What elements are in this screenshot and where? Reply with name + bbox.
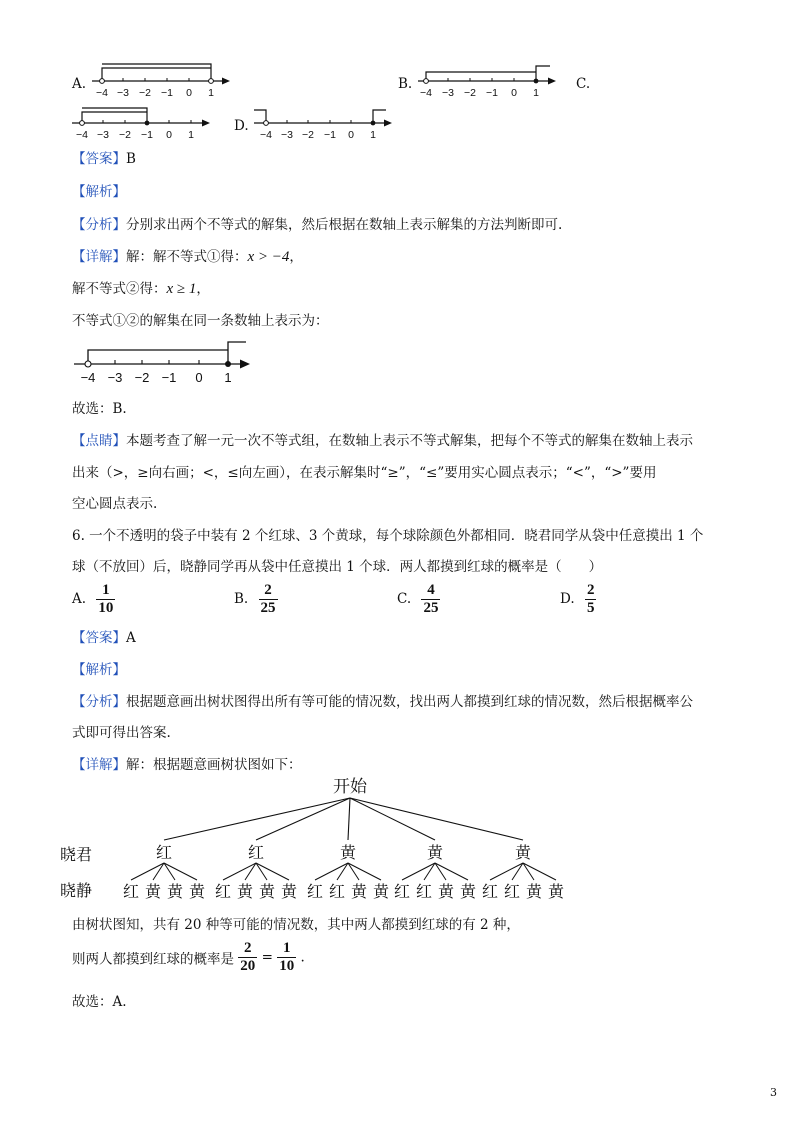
tree-second-draw: 黄 <box>350 882 368 901</box>
tree-first-draw: 黄 <box>339 843 357 862</box>
q6-detail: 【详解】解：根据题意画树状图如下： <box>72 757 302 773</box>
q6-option-b: B. $\frac{2}{25}$ <box>234 582 276 616</box>
q6-conclusion1: 由树状图知，共有 20 种等可能的情况数，其中两人都摸到红球的有 2 种， <box>72 917 520 933</box>
tick-label: −3 <box>107 370 123 385</box>
q6-answer: 【答案】A <box>72 630 136 646</box>
tick-label: 1 <box>224 370 232 385</box>
tick-label: −2 <box>139 87 151 99</box>
tick-label: 0 <box>195 370 203 385</box>
q6-analysis-tag: 【解析】 <box>72 662 126 678</box>
tick-label: −1 <box>161 87 173 99</box>
tree-second-draw: 红 <box>306 882 324 901</box>
q5-analysis-tag: 【解析】 <box>72 184 126 200</box>
tree-first-draw: 红 <box>155 843 173 862</box>
tick-label: −3 <box>97 129 109 141</box>
tick-label: −2 <box>464 87 476 99</box>
tick-label: 1 <box>208 87 214 99</box>
tree-second-draw: 红 <box>415 882 433 901</box>
q6-conclusion2: 则两人都摸到红球的概率是 $\frac{2}{20}$ = $\frac{1}{10}$ . <box>72 940 305 974</box>
tree-first-draw: 黄 <box>426 843 444 862</box>
tick-label: −1 <box>324 129 336 141</box>
q5-choose: 故选：B. <box>72 401 127 417</box>
tree-diagram <box>60 770 580 910</box>
tick-label: −3 <box>281 129 293 141</box>
tree-second-draw: 红 <box>393 882 411 901</box>
tree-second-draw: 黄 <box>280 882 298 901</box>
tree-root: 开始 <box>333 777 367 797</box>
tick-label: −4 <box>80 370 96 385</box>
page-number: 3 <box>770 1086 777 1099</box>
q5-dianjing-line1: 【点睛】本题考查了解一元一次不等式组，在数轴上表示不等式解集，把每个不等式的解集在数轴上表示 <box>72 433 693 449</box>
q6-option-a: A. $\frac{1}{10}$ <box>72 582 114 616</box>
option-d-label: D. <box>234 118 249 134</box>
tick-label: −1 <box>161 370 177 385</box>
tick-label: 0 <box>186 87 192 99</box>
tick-label: 0 <box>348 129 354 141</box>
number-line-option-c <box>68 104 214 144</box>
q6-fenxi-line2: 式即可得出答案. <box>72 725 171 741</box>
option-c-label: C. <box>576 76 591 92</box>
tree-second-draw: 黄 <box>144 882 162 901</box>
q5-dianjing-line3: 空心圆点表示. <box>72 496 158 512</box>
tree-second-draw: 黄 <box>437 882 455 901</box>
tick-label: 1 <box>188 129 194 141</box>
number-line-option-b <box>414 62 560 102</box>
q5-detail-line3: 不等式①②的解集在同一条数轴上表示为： <box>72 313 329 329</box>
number-line-option-a <box>88 62 234 102</box>
tree-first-draw: 红 <box>247 843 265 862</box>
tree-second-draw: 红 <box>481 882 499 901</box>
tree-second-draw: 红 <box>328 882 346 901</box>
q6-choose: 故选：A. <box>72 994 127 1010</box>
tree-row1-label: 晓君 <box>60 845 93 864</box>
option-a-label: A. <box>72 76 87 92</box>
q5-dianjing-line2: 出来（>，≥向右画；<，≤向左画），在表示解集时“≥”，“≤”要用实心圆点表示；“<”，“>”要用 <box>72 465 657 481</box>
tick-label: −2 <box>134 370 150 385</box>
tree-second-draw: 黄 <box>258 882 276 901</box>
tree-second-draw: 黄 <box>547 882 565 901</box>
q6-option-c: C. $\frac{4}{25}$ <box>397 582 439 616</box>
tick-label: −4 <box>76 129 88 141</box>
q6-option-d: D. $\frac{2}{5}$ <box>560 582 595 616</box>
tick-label: −4 <box>96 87 108 99</box>
tick-label: −2 <box>302 129 314 141</box>
tree-second-draw: 黄 <box>459 882 477 901</box>
tick-label: 0 <box>511 87 517 99</box>
q6-stem-line1: 6. 一个不透明的袋子中装有 2 个红球、3 个黄球，每个球除颜色外都相同．晓君同学从袋中任意摸出 1 个 <box>72 528 704 544</box>
q6-fenxi-line1: 【分析】根据题意画出树状图得出所有等可能的情况数，找出两人都摸到红球的情况数，然后根据概率公 <box>72 694 693 710</box>
number-line-option-d <box>250 104 396 144</box>
answer-value: B <box>126 151 136 167</box>
number-line-solution <box>70 338 256 388</box>
tree-second-draw: 黄 <box>525 882 543 901</box>
tick-label: −1 <box>141 129 153 141</box>
tree-first-draw: 黄 <box>514 843 532 862</box>
tick-label: 1 <box>533 87 539 99</box>
q5-detail-line1: 【详解】解：解不等式①得：x > −4， <box>72 249 303 265</box>
q5-detail-line2: 解不等式②得：x ≥ 1， <box>72 281 210 297</box>
tree-second-draw: 黄 <box>188 882 206 901</box>
tick-label: −4 <box>420 87 432 99</box>
answer-tag: 【答案】 <box>72 151 126 167</box>
tree-row2-label: 晓静 <box>60 881 93 900</box>
tree-second-draw: 红 <box>503 882 521 901</box>
tick-label: 0 <box>166 129 172 141</box>
option-b-label: B. <box>398 76 413 92</box>
tree-second-draw: 黄 <box>372 882 390 901</box>
tick-label: −2 <box>119 129 131 141</box>
tree-second-draw: 红 <box>122 882 140 901</box>
tick-label: −1 <box>486 87 498 99</box>
q6-stem-line2: 球（不放回）后，晓静同学再从袋中任意摸出 1 个球．两人都摸到红球的概率是（ ） <box>72 559 603 575</box>
q5-answer <box>72 149 136 169</box>
tree-second-draw: 黄 <box>166 882 184 901</box>
tree-second-draw: 黄 <box>236 882 254 901</box>
q5-fenxi: 【分析】分别求出两个不等式的解集，然后根据在数轴上表示解集的方法判断即可. <box>72 217 563 233</box>
tree-second-draw: 红 <box>214 882 232 901</box>
tick-label: −3 <box>442 87 454 99</box>
tick-label: −3 <box>117 87 129 99</box>
tick-label: −4 <box>260 129 272 141</box>
tick-label: 1 <box>370 129 376 141</box>
